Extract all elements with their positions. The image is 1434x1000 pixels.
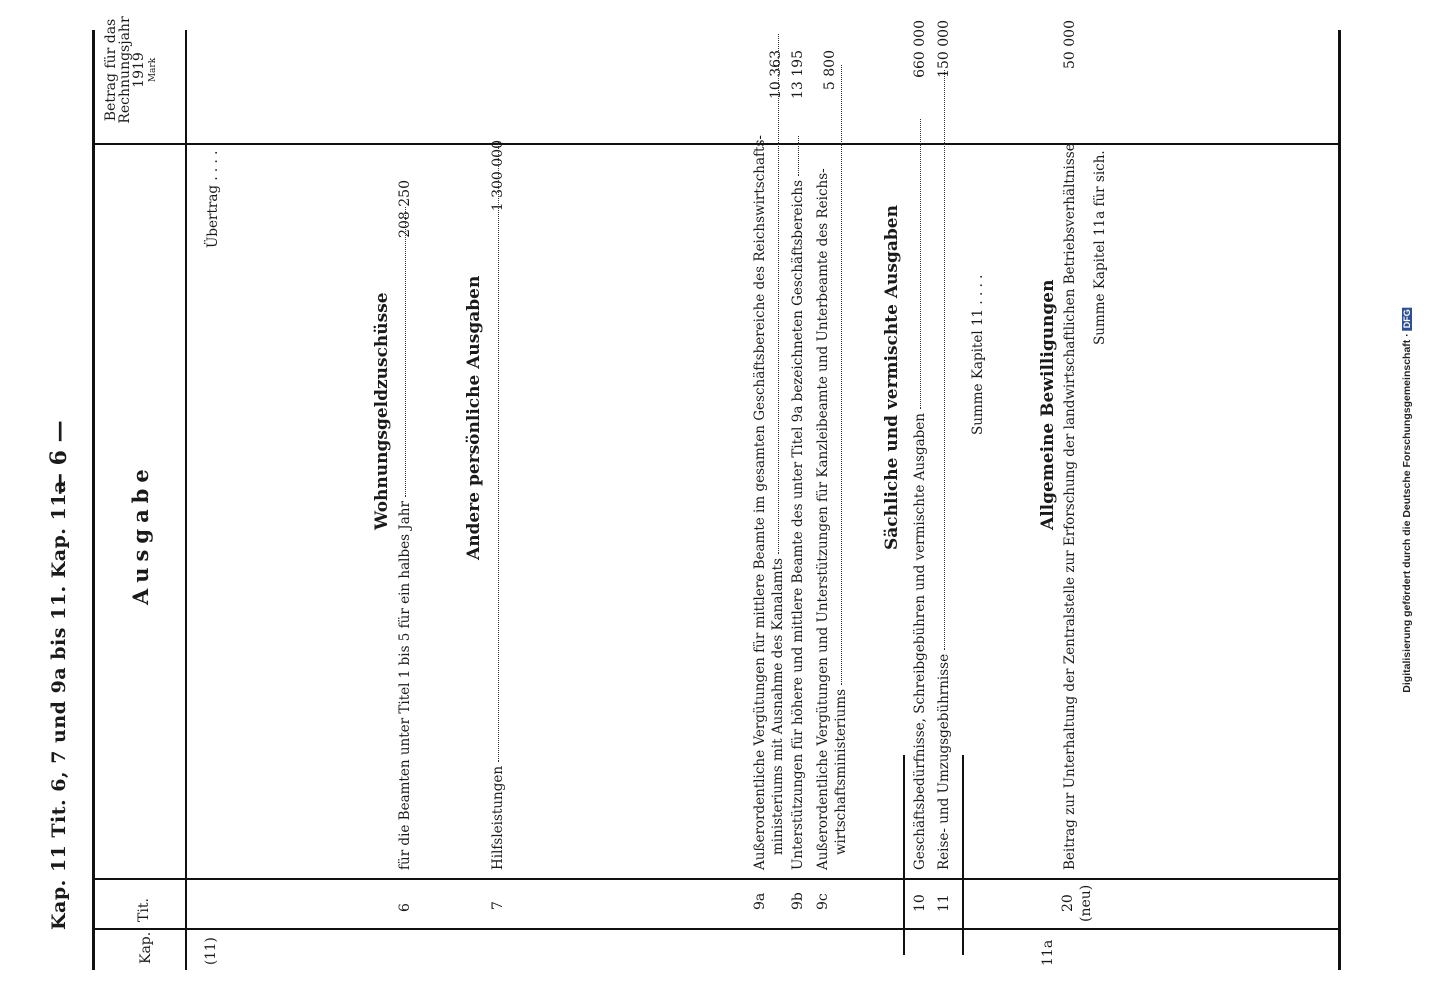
row-10-amount: 660 000 bbox=[912, 20, 928, 78]
row-9b-amount: 13 195 bbox=[790, 50, 806, 99]
row-9a-line2: ministeriums mit Ausnahme des Kanalamts bbox=[770, 34, 786, 855]
section-heading-wohnung: Wohnungsgeldzuschüsse bbox=[372, 292, 392, 530]
row-7-amount: 1 300 000 bbox=[490, 140, 506, 212]
header-underline bbox=[185, 30, 187, 970]
row-6-amount: 208 250 bbox=[397, 180, 413, 238]
row-9c-line2: wirtschaftsministeriums bbox=[833, 65, 849, 855]
ausgabe-column-header: Ausgabe bbox=[128, 463, 153, 605]
table-top-rule bbox=[92, 30, 95, 970]
amount-header-line1: Betrag für das bbox=[103, 18, 119, 122]
row-9a-amount: 10 363 bbox=[768, 50, 784, 99]
tit-column-rule bbox=[92, 878, 1338, 880]
section-heading-allgemeine: Allgemeine Bewilligungen bbox=[1038, 279, 1058, 530]
row-7-text: Hilfsleistungen bbox=[490, 142, 506, 870]
kap-column-header: Kap. bbox=[138, 931, 154, 964]
running-head: Kap. 11 Tit. 6, 7 und 9a bis 11. Kap. 11a bbox=[48, 480, 70, 930]
amount-column-header bbox=[104, 10, 160, 130]
sum-kapitel-11a: Summe Kapitel 11a für sich. bbox=[1092, 150, 1108, 345]
tit-column-header: Tit. bbox=[136, 898, 152, 922]
tit-7: 7 bbox=[490, 901, 506, 910]
row-11-amount: 150 000 bbox=[936, 20, 952, 78]
kap-carryover: (11) bbox=[203, 937, 219, 965]
row-6-text: für die Beamten unter Titel 1 bis 5 für ein halbes Jahr bbox=[397, 207, 413, 870]
row-9b-text: Unterstützungen für höhere und mittlere Beamte des unter Titel 9a bezeichneten Geschäftsbereichs bbox=[790, 136, 806, 870]
tit-6: 6 bbox=[397, 903, 413, 912]
tit-9c: 9c bbox=[815, 893, 831, 910]
section-heading-andere: Andere persönliche Ausgaben bbox=[464, 275, 484, 560]
tit-20-note: (neu) bbox=[1078, 884, 1094, 922]
row-11-text: Reise- und Umzugsgebührnisse bbox=[936, 70, 952, 870]
dfg-logo: DFG bbox=[1402, 309, 1412, 329]
section-heading-saechliche: Sächliche und vermischte Ausgaben bbox=[882, 205, 902, 550]
page-number: — 6 — bbox=[46, 420, 72, 495]
row-9a-line1: Außerordentliche Vergütungen für mittlere Beamte im gesamten Geschäftsbereiche des Reichswirtschafts- bbox=[752, 135, 768, 870]
kap-11a: 11a bbox=[1040, 939, 1056, 966]
tit-9a: 9a bbox=[752, 892, 768, 910]
amount-header-line2: Rechnungsjahr bbox=[117, 16, 133, 124]
tit-11: 11 bbox=[936, 894, 952, 912]
row-9c-amount: 5 800 bbox=[822, 50, 838, 91]
sum-11-underline bbox=[962, 755, 964, 955]
digitization-credit-text: Digitalisierung gefördert durch die Deutsche Forschungsgemeinschaft · bbox=[1401, 333, 1413, 693]
subtotal-rule bbox=[903, 755, 905, 955]
tit-10: 10 bbox=[912, 894, 928, 912]
sum-kapitel-11: Summe Kapitel 11 . . . . bbox=[970, 274, 986, 435]
amount-header-line3: 1919 bbox=[131, 52, 147, 88]
amount-header-unit: Mark bbox=[148, 57, 158, 83]
row-20-text: Beitrag zur Unterhaltung der Zentralstelle zur Erforschung der landwirtschaftlichen Betriebsverhältnisse bbox=[1062, 143, 1078, 870]
carryover-label: Übertrag . . . . bbox=[205, 150, 221, 248]
row-9c-line1: Außerordentliche Vergütungen und Unterstützungen für Kanzleibeamte und Unterbeamte des Reichs- bbox=[815, 168, 831, 870]
digitization-credit bbox=[1401, 307, 1413, 692]
kap-column-rule bbox=[92, 929, 1338, 931]
row-10-text: Geschäftsbedürfnisse, Schreibgebühren und vermischte Ausgaben bbox=[912, 119, 928, 870]
tit-20: 20 bbox=[1060, 894, 1076, 912]
tit-9b: 9b bbox=[790, 892, 806, 910]
table-bottom-rule bbox=[1338, 30, 1341, 970]
row-20-amount: 50 000 bbox=[1062, 20, 1078, 69]
amount-column-rule bbox=[92, 143, 1338, 145]
